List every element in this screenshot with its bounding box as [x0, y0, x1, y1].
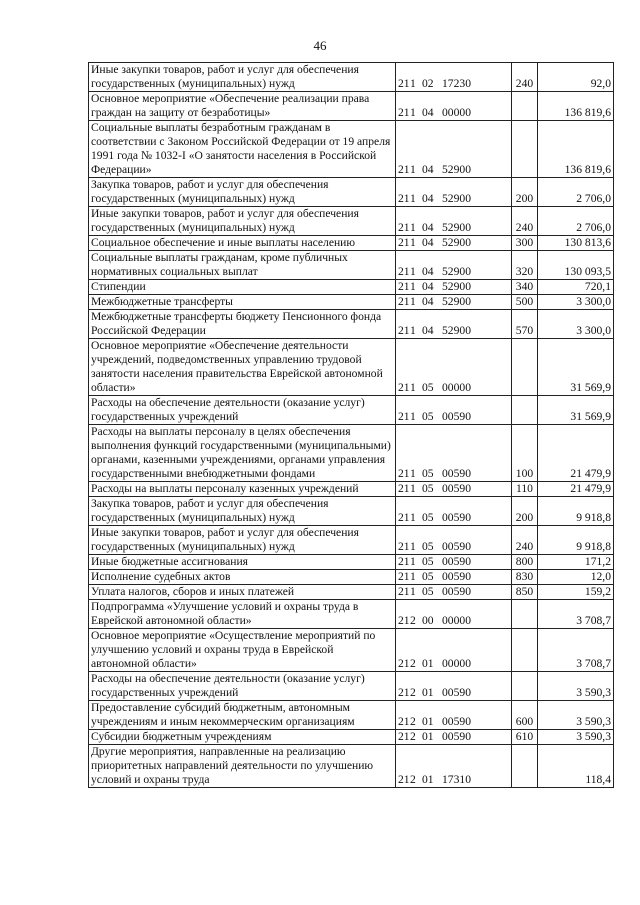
code-segment: 21 — [398, 467, 410, 480]
row-code — [396, 396, 512, 425]
row-sum: 3 708,7 — [538, 600, 614, 629]
row-expense-type — [512, 121, 538, 178]
row-name: Расходы на обеспечение деятельности (оказание услуг) государственных учреждений — [89, 396, 396, 425]
code-segment: 17230 — [442, 77, 471, 90]
code-segment: 01 — [422, 686, 434, 699]
row-name: Предоставление субсидий бюджетным, автономным учреждениям и иным некоммерческим организациям — [89, 701, 396, 730]
table-row — [89, 295, 614, 310]
code-segment: 21 — [398, 324, 410, 337]
row-sum: 3 708,7 — [538, 629, 614, 672]
row-name: Исполнение судебных актов — [89, 570, 396, 585]
row-sum: 92,0 — [538, 63, 614, 92]
code-segment: 00590 — [442, 540, 471, 553]
table-row — [89, 629, 614, 672]
code-segment: 04 — [422, 192, 434, 205]
code-segment: 00 — [422, 614, 434, 627]
row-sum: 2 706,0 — [538, 178, 614, 207]
table-row — [89, 555, 614, 570]
code-segment: 52900 — [442, 324, 471, 337]
table-row — [89, 280, 614, 295]
row-sum: 136 819,6 — [538, 92, 614, 121]
row-name: Социальные выплаты безработным гражданам в соответствии с Законом Российской Федерации от 19 апреля 1991 года № 1032-I «О занятости населения в Российской Федерации» — [89, 121, 396, 178]
row-expense-type — [512, 92, 538, 121]
code-segment: 04 — [422, 280, 434, 293]
code-segment: 00590 — [442, 585, 471, 598]
row-sum: 171,2 — [538, 555, 614, 570]
code-segment: 00000 — [442, 614, 471, 627]
row-sum: 3 590,3 — [538, 672, 614, 701]
code-segment: 21 — [398, 236, 410, 249]
code-segment: 05 — [422, 467, 434, 480]
page-number: 46 — [313, 38, 327, 53]
row-expense-type: 800 — [512, 555, 538, 570]
row-code — [396, 526, 512, 555]
row-name: Иные закупки товаров, работ и услуг для обеспечения государственных (муниципальных) нужд — [89, 207, 396, 236]
row-name: Социальные выплаты гражданам, кроме публичных нормативных социальных выплат — [89, 251, 396, 280]
code-segment: 52900 — [442, 280, 471, 293]
row-code — [396, 339, 512, 396]
row-name: Расходы на выплаты персоналу казенных учреждений — [89, 482, 396, 497]
table-row — [89, 121, 614, 178]
table-row — [89, 236, 614, 251]
code-segment: 2 — [410, 715, 416, 728]
row-sum: 3 300,0 — [538, 310, 614, 339]
code-segment: 04 — [422, 324, 434, 337]
row-sum: 130 093,5 — [538, 251, 614, 280]
code-segment: 1 — [410, 280, 416, 293]
code-segment: 1 — [410, 511, 416, 524]
row-expense-type: 240 — [512, 526, 538, 555]
row-expense-type — [512, 600, 538, 629]
code-segment: 1 — [410, 540, 416, 553]
code-segment: 1 — [410, 163, 416, 176]
code-segment: 00000 — [442, 381, 471, 394]
code-segment: 05 — [422, 482, 434, 495]
code-segment: 00590 — [442, 482, 471, 495]
table-row — [89, 730, 614, 745]
code-segment: 21 — [398, 482, 410, 495]
row-sum: 3 300,0 — [538, 295, 614, 310]
table-row — [89, 526, 614, 555]
code-segment: 21 — [398, 381, 410, 394]
table-row — [89, 570, 614, 585]
row-code — [396, 310, 512, 339]
table-row — [89, 600, 614, 629]
code-segment: 52900 — [442, 163, 471, 176]
row-sum: 21 479,9 — [538, 482, 614, 497]
row-code — [396, 629, 512, 672]
row-code — [396, 63, 512, 92]
code-segment: 2 — [410, 730, 416, 743]
code-segment: 21 — [398, 555, 410, 568]
table-row — [89, 701, 614, 730]
code-segment: 01 — [422, 715, 434, 728]
code-segment: 05 — [422, 511, 434, 524]
row-name: Иные бюджетные ассигнования — [89, 555, 396, 570]
code-segment: 04 — [422, 295, 434, 308]
code-segment: 2 — [410, 614, 416, 627]
code-segment: 21 — [398, 585, 410, 598]
code-segment: 01 — [422, 773, 434, 786]
code-segment: 00590 — [442, 570, 471, 583]
table-row — [89, 310, 614, 339]
row-expense-type — [512, 396, 538, 425]
code-segment: 1 — [410, 585, 416, 598]
code-segment: 05 — [422, 381, 434, 394]
row-expense-type: 500 — [512, 295, 538, 310]
code-segment: 21 — [398, 280, 410, 293]
table-row — [89, 672, 614, 701]
code-segment: 52900 — [442, 265, 471, 278]
row-name: Другие мероприятия, направленные на реализацию приоритетных направлений деятельности по улучшению условий и охраны труда — [89, 745, 396, 788]
row-code — [396, 178, 512, 207]
row-sum: 2 706,0 — [538, 207, 614, 236]
code-segment: 04 — [422, 163, 434, 176]
code-segment: 21 — [398, 221, 410, 234]
row-code — [396, 121, 512, 178]
row-code — [396, 745, 512, 788]
row-name: Иные закупки товаров, работ и услуг для обеспечения государственных (муниципальных) нужд — [89, 63, 396, 92]
code-segment: 21 — [398, 570, 410, 583]
row-code — [396, 236, 512, 251]
row-expense-type: 110 — [512, 482, 538, 497]
table-row — [89, 63, 614, 92]
row-expense-type: 850 — [512, 585, 538, 600]
row-expense-type: 830 — [512, 570, 538, 585]
code-segment: 1 — [410, 482, 416, 495]
row-name: Расходы на обеспечение деятельности (оказание услуг) государственных учреждений — [89, 672, 396, 701]
code-segment: 21 — [398, 265, 410, 278]
row-expense-type — [512, 745, 538, 788]
row-sum: 720,1 — [538, 280, 614, 295]
code-segment: 52900 — [442, 295, 471, 308]
row-name: Основное мероприятие «Осуществление мероприятий по улучшению условий и охраны труда в Еврейской автономной области» — [89, 629, 396, 672]
table-row — [89, 178, 614, 207]
code-segment: 00000 — [442, 657, 471, 670]
row-sum: 21 479,9 — [538, 425, 614, 482]
code-segment: 21 — [398, 686, 410, 699]
code-segment: 04 — [422, 106, 434, 119]
row-sum: 31 569,9 — [538, 339, 614, 396]
code-segment: 05 — [422, 570, 434, 583]
code-segment: 2 — [410, 657, 416, 670]
code-segment: 1 — [410, 570, 416, 583]
code-segment: 1 — [410, 324, 416, 337]
row-name: Закупка товаров, работ и услуг для обеспечения государственных (муниципальных) нужд — [89, 178, 396, 207]
code-segment: 1 — [410, 265, 416, 278]
row-expense-type: 100 — [512, 425, 538, 482]
row-expense-type — [512, 339, 538, 396]
code-segment: 00590 — [442, 410, 471, 423]
code-segment: 21 — [398, 715, 410, 728]
code-segment: 21 — [398, 410, 410, 423]
row-expense-type: 200 — [512, 178, 538, 207]
code-segment: 17310 — [442, 773, 471, 786]
table-row — [89, 425, 614, 482]
row-name: Основное мероприятие «Обеспечение реализации права граждан на защиту от безработицы» — [89, 92, 396, 121]
code-segment: 02 — [422, 77, 434, 90]
code-segment: 00590 — [442, 555, 471, 568]
row-expense-type: 320 — [512, 251, 538, 280]
code-segment: 21 — [398, 614, 410, 627]
row-code — [396, 701, 512, 730]
table-row — [89, 585, 614, 600]
row-expense-type: 240 — [512, 63, 538, 92]
code-segment: 21 — [398, 192, 410, 205]
row-expense-type: 240 — [512, 207, 538, 236]
row-name: Социальное обеспечение и иные выплаты населению — [89, 236, 396, 251]
table-row — [89, 396, 614, 425]
code-segment: 52900 — [442, 192, 471, 205]
row-code — [396, 251, 512, 280]
row-name: Уплата налогов, сборов и иных платежей — [89, 585, 396, 600]
row-sum: 9 918,8 — [538, 497, 614, 526]
table-row — [89, 497, 614, 526]
code-segment: 2 — [410, 773, 416, 786]
code-segment: 01 — [422, 657, 434, 670]
row-sum: 159,2 — [538, 585, 614, 600]
code-segment: 00590 — [442, 686, 471, 699]
row-code — [396, 295, 512, 310]
row-expense-type: 570 — [512, 310, 538, 339]
code-segment: 04 — [422, 265, 434, 278]
code-segment: 04 — [422, 221, 434, 234]
code-segment: 01 — [422, 730, 434, 743]
code-segment: 1 — [410, 221, 416, 234]
code-segment: 2 — [410, 686, 416, 699]
row-code — [396, 555, 512, 570]
code-segment: 05 — [422, 585, 434, 598]
table-row — [89, 207, 614, 236]
row-expense-type — [512, 629, 538, 672]
code-segment: 1 — [410, 410, 416, 423]
row-code — [396, 207, 512, 236]
table-row — [89, 92, 614, 121]
row-name: Закупка товаров, работ и услуг для обеспечения государственных (муниципальных) нужд — [89, 497, 396, 526]
table-body — [89, 63, 614, 788]
code-segment: 1 — [410, 106, 416, 119]
row-name: Межбюджетные трансферты — [89, 295, 396, 310]
code-segment: 00000 — [442, 106, 471, 119]
code-segment: 21 — [398, 511, 410, 524]
row-expense-type: 600 — [512, 701, 538, 730]
code-segment: 00590 — [442, 715, 471, 728]
row-sum: 3 590,3 — [538, 730, 614, 745]
table-row — [89, 482, 614, 497]
code-segment: 05 — [422, 410, 434, 423]
row-code — [396, 280, 512, 295]
code-segment: 1 — [410, 381, 416, 394]
row-code — [396, 570, 512, 585]
row-name: Подпрограмма «Улучшение условий и охраны труда в Еврейской автономной области» — [89, 600, 396, 629]
code-segment: 21 — [398, 657, 410, 670]
code-segment: 05 — [422, 555, 434, 568]
code-segment: 21 — [398, 730, 410, 743]
row-code — [396, 672, 512, 701]
code-segment: 21 — [398, 163, 410, 176]
row-name: Стипендии — [89, 280, 396, 295]
code-segment: 52900 — [442, 236, 471, 249]
row-name: Основное мероприятие «Обеспечение деятельности учреждений, подведомственных управлению трудовой занятости населения правительства Еврейской автономной области» — [89, 339, 396, 396]
row-expense-type: 610 — [512, 730, 538, 745]
row-code — [396, 482, 512, 497]
code-segment: 21 — [398, 295, 410, 308]
row-sum: 31 569,9 — [538, 396, 614, 425]
row-name: Межбюджетные трансферты бюджету Пенсионного фонда Российской Федерации — [89, 310, 396, 339]
code-segment: 21 — [398, 540, 410, 553]
code-segment: 21 — [398, 77, 410, 90]
row-sum: 136 819,6 — [538, 121, 614, 178]
row-sum: 118,4 — [538, 745, 614, 788]
row-code — [396, 600, 512, 629]
table-row — [89, 745, 614, 788]
table-row — [89, 339, 614, 396]
budget-table — [88, 62, 614, 788]
code-segment: 1 — [410, 295, 416, 308]
code-segment: 52900 — [442, 221, 471, 234]
row-code — [396, 425, 512, 482]
row-sum: 130 813,6 — [538, 236, 614, 251]
row-code — [396, 730, 512, 745]
code-segment: 04 — [422, 236, 434, 249]
code-segment: 05 — [422, 540, 434, 553]
row-expense-type: 340 — [512, 280, 538, 295]
row-sum: 3 590,3 — [538, 701, 614, 730]
row-sum: 12,0 — [538, 570, 614, 585]
row-code — [396, 497, 512, 526]
row-name: Субсидии бюджетным учреждениям — [89, 730, 396, 745]
code-segment: 1 — [410, 192, 416, 205]
code-segment: 1 — [410, 467, 416, 480]
code-segment: 00590 — [442, 730, 471, 743]
code-segment: 21 — [398, 106, 410, 119]
row-expense-type — [512, 672, 538, 701]
row-expense-type: 200 — [512, 497, 538, 526]
table-row — [89, 251, 614, 280]
row-sum: 9 918,8 — [538, 526, 614, 555]
row-code — [396, 92, 512, 121]
code-segment: 00590 — [442, 511, 471, 524]
code-segment: 1 — [410, 77, 416, 90]
row-name: Расходы на выплаты персоналу в целях обеспечения выполнения функций государственными (муниципальными) органами, казенными учреждениями, органами управления государственными внебюджетными фондами — [89, 425, 396, 482]
row-expense-type: 300 — [512, 236, 538, 251]
code-segment: 1 — [410, 236, 416, 249]
code-segment: 00590 — [442, 467, 471, 480]
row-name: Иные закупки товаров, работ и услуг для обеспечения государственных (муниципальных) нужд — [89, 526, 396, 555]
code-segment: 1 — [410, 555, 416, 568]
row-code — [396, 585, 512, 600]
code-segment: 21 — [398, 773, 410, 786]
